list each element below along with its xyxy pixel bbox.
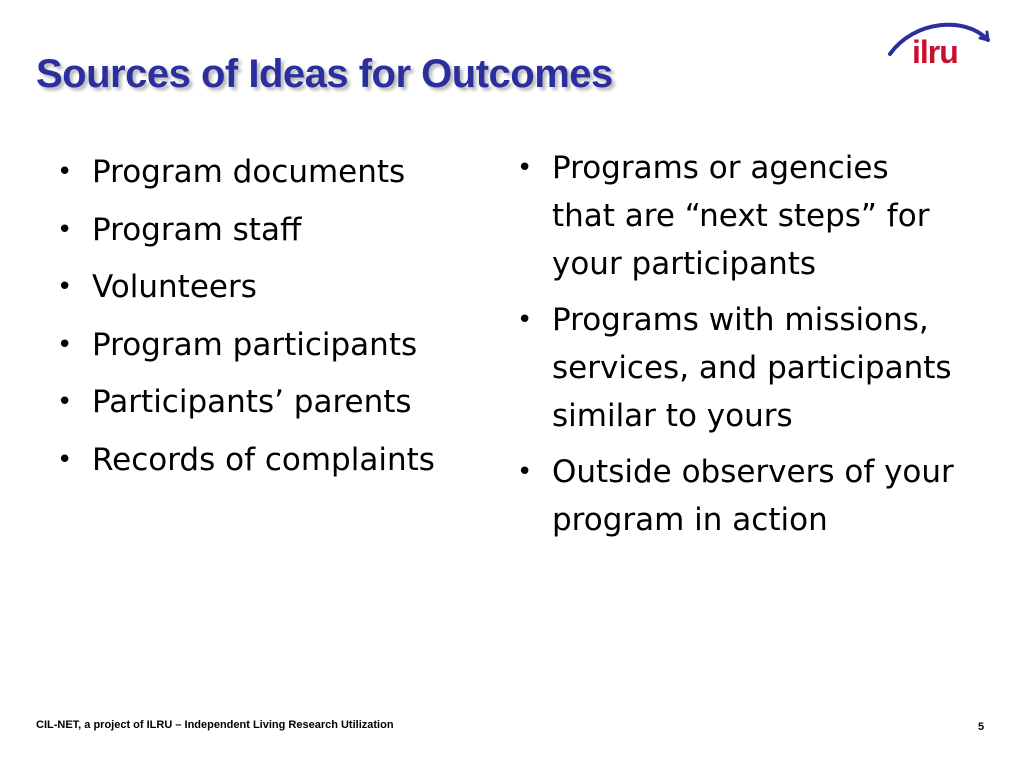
list-item-text: Participants’ parents [92,384,412,420]
left-bullet-list [54,144,494,489]
right-bullet-list [514,144,1014,552]
list-item [54,374,494,432]
list-item [514,144,1014,288]
bullet-icon: • [517,305,533,335]
list-item [514,448,1014,544]
bullet-icon: • [517,153,533,183]
bullet-icon: • [57,272,73,302]
list-item [54,144,494,202]
bullet-icon: • [57,157,73,187]
list-item-line: services, and participants [552,350,952,386]
slide-title: Sources of Ideas for Outcomes [36,52,613,96]
list-item-line: your participants [552,246,817,282]
footer-credit: CIL-NET, a project of ILRU – Independent Living Research Utilization [36,719,394,731]
list-item [54,317,494,375]
bullet-icon: • [57,444,73,475]
list-item-text: Volunteers [92,269,257,305]
list-item-text: Program participants [92,326,418,363]
list-item-text: Records of complaints [92,441,435,478]
list-item-line: Outside observers of your [552,454,954,490]
list-item-text: Program documents [92,154,406,190]
list-item-line: Programs or agencies [552,150,889,186]
list-item [514,296,1014,440]
bullet-icon: • [57,214,73,245]
list-item-line: that are “next steps” for [552,198,930,234]
list-item-line: program in action [552,502,828,538]
bullet-icon: • [517,457,533,487]
list-item-text: Program staff [92,211,302,248]
ilru-logo [884,14,992,74]
page-number: 5 [978,721,985,733]
bullet-icon: • [57,387,73,417]
list-item-line: Programs with missions, [552,302,929,338]
list-item [54,202,494,260]
bullet-icon: • [57,329,73,360]
logo-text: ilru [912,34,958,70]
list-item-line: similar to yours [552,398,793,434]
list-item [54,259,494,317]
list-item [54,432,494,490]
